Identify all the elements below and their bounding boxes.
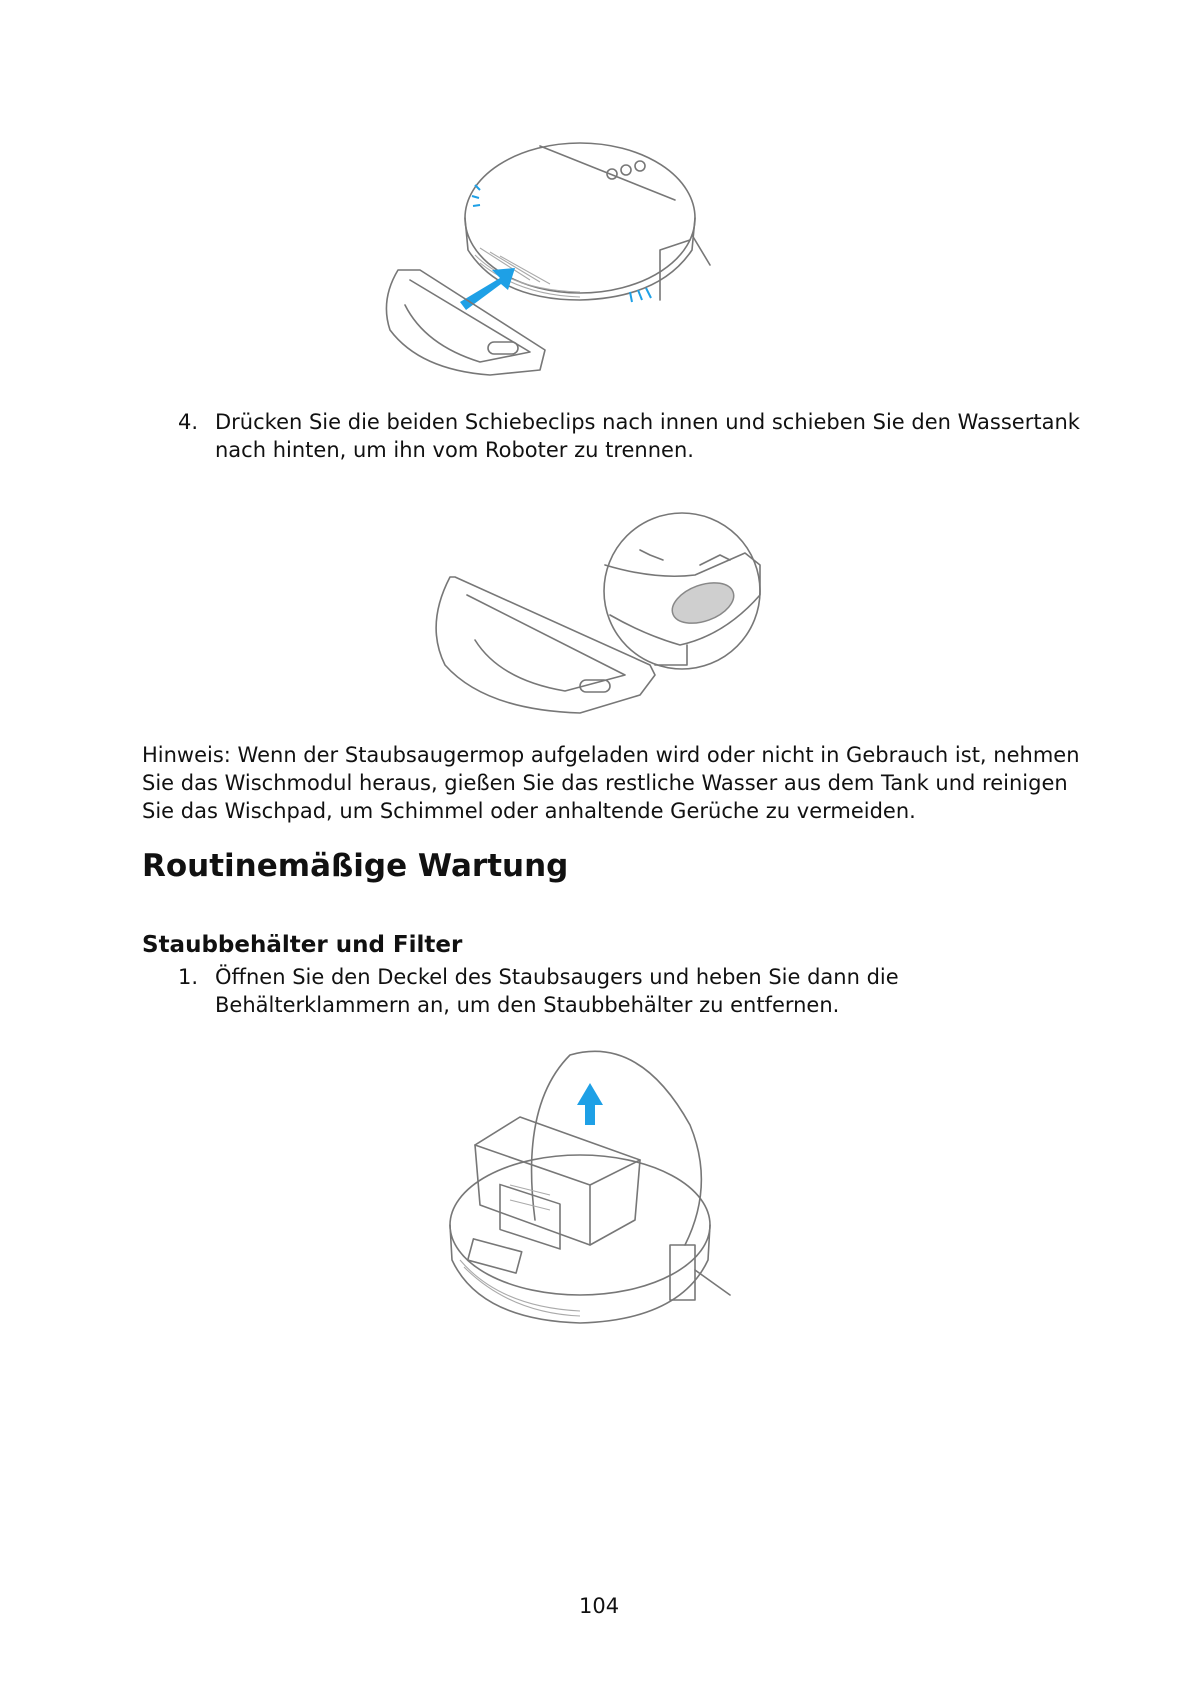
note-line: Sie das Wischmodul heraus, gießen Sie das restliche Wasser aus dem Tank und reinigen <box>142 771 1068 795</box>
section-title: Routinemäßige Wartung <box>142 848 569 884</box>
step-text-line: Behälterklammern an, um den Staubbehälter zu entfernen. <box>215 993 840 1017</box>
page-number: 104 <box>579 1594 620 1618</box>
step-number: 4. <box>178 410 199 434</box>
robot-attach-water-tank-illustration <box>380 130 760 400</box>
robot-open-lid-dustbin-illustration <box>440 1045 750 1335</box>
step-text-line: Drücken Sie die beiden Schiebeclips nach innen und schieben Sie den Wassertank <box>215 410 1080 434</box>
step-text-line: nach hinten, um ihn vom Roboter zu trennen. <box>215 438 694 462</box>
step-number: 1. <box>178 965 199 989</box>
note-line: Hinweis: Wenn der Staubsaugermop aufgeladen wird oder nicht in Gebrauch ist, nehmen <box>142 743 1080 767</box>
step-text-line: Öffnen Sie den Deckel des Staubsaugers und heben Sie dann die <box>215 965 899 989</box>
water-tank-slide-clip-illustration <box>425 505 765 720</box>
subsection-title: Staubbehälter und Filter <box>142 932 463 958</box>
note-line: Sie das Wischpad, um Schimmel oder anhaltende Gerüche zu vermeiden. <box>142 799 916 823</box>
